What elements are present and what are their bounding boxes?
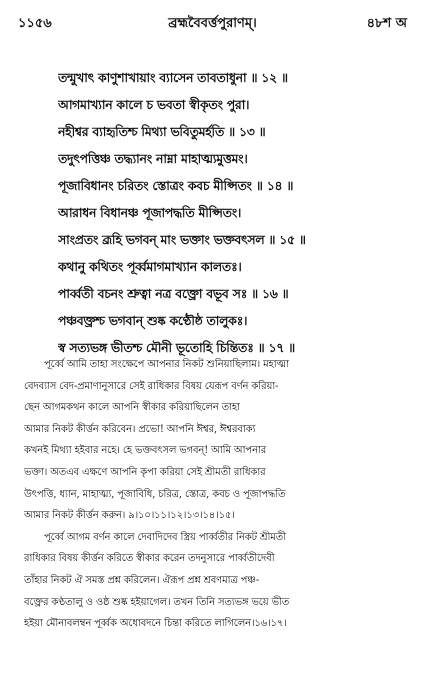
verse-line: আরাধন বিধানঞ্চ পূজাপদ্ধতি মীপ্সিতং। [58,205,242,220]
verse-line: কথানু কথিতং পূর্ব্বমাগমাখ্যান কালতঃ। [58,259,242,274]
verse-line: স্ব সত্যভঙ্গ ভীতশ্চ মৌনী ভূতোহি চিন্তিতঃ ॥ ১৭ ॥ [58,340,295,355]
translation-paragraph [24,527,406,635]
verse-line: পঞ্চবক্ত্রশ্চ ভগবান্‌ শুষ্ক কণ্ঠৌষ্ঠ তালুকঃ। [58,313,248,328]
verse-line: পার্ব্বতী বচনং শ্রুত্বা নত্র বক্ত্রো বভূব সঃ ॥ ১৬ ॥ [58,286,289,301]
bengali-translation [24,354,406,635]
prose-line: আমার নিকট কীর্ত্তন করুন। ৯।১০।১১।১২।১৩।১৪।১৫। [24,510,235,522]
verse-line: পূজাবিধানং চরিতং স্তোত্রং কবচ মীপ্সিতং ॥ ১৪ ॥ [58,178,294,193]
prose-line: রাধিকার বিষয় কীর্ত্তন করিতে স্বীকার করেন তদনুসারে পার্ব্বতীদেবী [24,553,275,565]
prose-line: কখনই মিথ্যা হইবার নহে। হে ভক্তবৎসল ভগবন্‌! আমি আপনার [24,445,267,457]
verse-line: সাংপ্রতং ব্রূহি ভগবন্‌ মাং ভক্তাং ভক্তবৎসল ॥ ১৫ ॥ [58,232,306,247]
prose-line: উৎপত্তি, ধ্যান, মাহাত্ম্য, পূজাবিধি, চরিত্র, স্তোত্র, কবচ ও পূজাপদ্ধতি [24,488,286,500]
prose-line: পূর্ব্বে আগম বর্ণন কালে দেবাদিদেব স্ত্রিয় পার্ব্বতীর নিকট শ্রীমতী [44,531,286,543]
prose-line: হইয়া মৌনাবলম্বন পূর্ব্বক অধোবদনে চিন্তা করিতে লাগিলেন।১৬।১৭। [24,618,287,630]
prose-line: ভক্তা। অতএব এক্ষণে আপনি কৃপা করিয়া সেই শ্রীমতী রাধিকার [24,466,266,478]
chapter-label: ৪৮শ অ [366,16,407,31]
page-header [18,14,407,34]
prose-line: বেদব্যাস বেদ-প্রমাণানুসারে সেই রাধিকার বিষয় যেরূপ বর্ণন করিয়া- [24,380,279,392]
verse-line: তদুৎপত্তিঞ্চ তদ্ধ্যানং নাম্না মাহাত্ম্যমুত্তমং। [58,151,248,166]
verse-line: নহীশ্বর ব্যাহৃতিশ্চ মিথ্যা ভবিতুমর্হতি ॥ ১৩ ॥ [58,124,266,139]
verse-line: তন্মুখাৎ কাণুশাখায়াং ব্যাসেন তাবতাধুনা ॥ ১২ ॥ [58,70,288,85]
running-title: ব্রহ্মবৈবর্ত্তপুরাণম্‌। [168,16,257,31]
translation-paragraph [24,354,406,527]
page-number: ১১৫৬ [18,16,52,31]
prose-line: ছেন আগমকথন কালে আপনি স্বীকার করিয়াছিলেন তাহা [24,402,240,414]
prose-line: তাঁহার নিকট ঐ সমস্ত প্রশ্ন করিলেন। ঐরূপ প্রশ্ন শ্রবণমাত্র পঞ্চ- [24,574,260,586]
verse-line: আগমাখ্যান কালে চ ভবতা স্বীকৃতং পুরা। [58,97,250,112]
sanskrit-verses [58,64,403,361]
prose-line: পূর্ব্বে আমি তাহা সংক্ষেপে আপনার নিকট শুনিয়াছিলাম। মহাত্মা [44,359,289,370]
prose-line: আমার নিকট কীর্ত্তন করিবেন। প্রভো! আপনি ঈশ্বর, ঈশ্বরবাক্য [24,423,256,435]
prose-line: বক্ত্রের কণ্ঠতালু ও ওষ্ঠ শুষ্ক হইয়াগেল। তখন তিনি সত্যভঙ্গ ভয়ে ভীত [24,596,290,608]
